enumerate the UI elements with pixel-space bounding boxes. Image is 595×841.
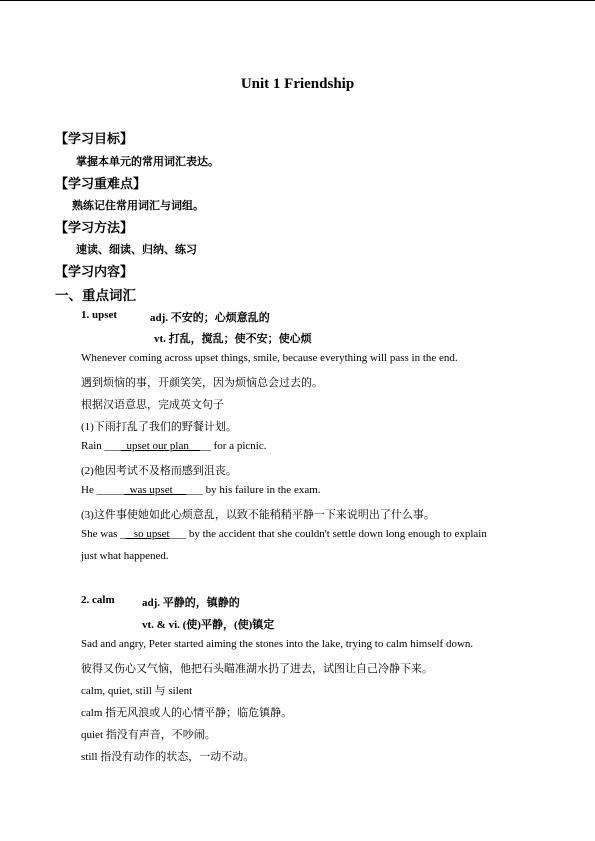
q3-chinese: (3)这件事使她如此心烦意乱，以致不能稍稍平静一下来说明出了什么事。 <box>81 509 435 521</box>
goal-header: 【学习目标】 <box>55 131 134 146</box>
q1-chinese: (1)下雨打乱了我们的野餐计划。 <box>81 421 237 433</box>
q1-answer: _upset our plan__ <box>121 440 200 452</box>
q2-prefix: He _____ <box>81 484 125 496</box>
q2-answer: _was upset __ <box>124 484 187 496</box>
key-points-header: 【学习重难点】 <box>55 176 147 191</box>
still-note: still 指没有动作的状态，一动不动。 <box>81 751 255 763</box>
word2-label: 2. calm <box>81 594 115 606</box>
method-header: 【学习方法】 <box>55 220 134 235</box>
q3-sentence-continued: just what happened. <box>81 550 169 562</box>
goal-text: 掌握本单元的常用词汇表达。 <box>76 156 219 168</box>
content-header: 【学习内容】 <box>55 264 134 279</box>
q1-prefix: Rain ___ <box>81 440 122 452</box>
key-points-text: 熟练记住常用词汇与词组。 <box>72 200 204 212</box>
q2-chinese: (2)他因考试不及格而感到沮丧。 <box>81 465 237 477</box>
q3-answer: _ so upset <box>125 528 170 540</box>
word2-example-zh: 彼得又伤心又气恼，他把石头瞄准湖水扔了进去，试图让自己冷静下来。 <box>81 663 433 675</box>
page-title: Unit 1 Friendship <box>240 76 355 92</box>
word2-adj-definition: adj. 平静的，镇静的 <box>142 597 240 609</box>
word1-example-en: Whenever coming across upset things, smile, because everything will pass in the end. <box>81 352 458 364</box>
q1-suffix: __ for a picnic. <box>199 440 267 452</box>
q2-sentence <box>81 484 321 496</box>
q3-sentence <box>81 528 487 540</box>
word1-example-zh: 遇到烦恼的事，开颜笑笑，因为烦恼总会过去的。 <box>81 377 323 389</box>
word2-compare-heading: calm, quiet, still 与 silent <box>81 685 193 697</box>
word2-vt-definition: vt. & vi. (使)平静，(使)镇定 <box>142 619 275 631</box>
q1-sentence <box>81 440 266 452</box>
word1-adj-definition: adj. 不安的；心烦意乱的 <box>150 312 270 324</box>
quiet-note: quiet 指没有声音，不吵闹。 <box>81 729 216 741</box>
part1-heading: 一、重点词汇 <box>55 288 136 303</box>
page-top-border <box>0 0 595 1</box>
method-text: 速读、细读、归纳、练习 <box>76 244 197 256</box>
word2-example-en: Sad and angry, Peter started aiming the stones into the lake, trying to calm himself down. <box>81 638 474 650</box>
word1-label: 1. upset <box>81 309 118 321</box>
calm-note: calm 指无风浪或人的心情平静；临危镇静。 <box>81 707 293 719</box>
q2-suffix: ___ by his failure in the exam. <box>186 484 321 496</box>
word1-instruction: 根据汉语意思，完成英文句子 <box>81 399 224 411</box>
word1-vt-definition: vt. 打乱，搅乱；使不安；使心烦 <box>154 333 312 345</box>
q3-suffix: ___ by the accident that she couldn't settle down long enough to explain <box>169 528 487 540</box>
q3-prefix: She was _ <box>81 528 126 540</box>
